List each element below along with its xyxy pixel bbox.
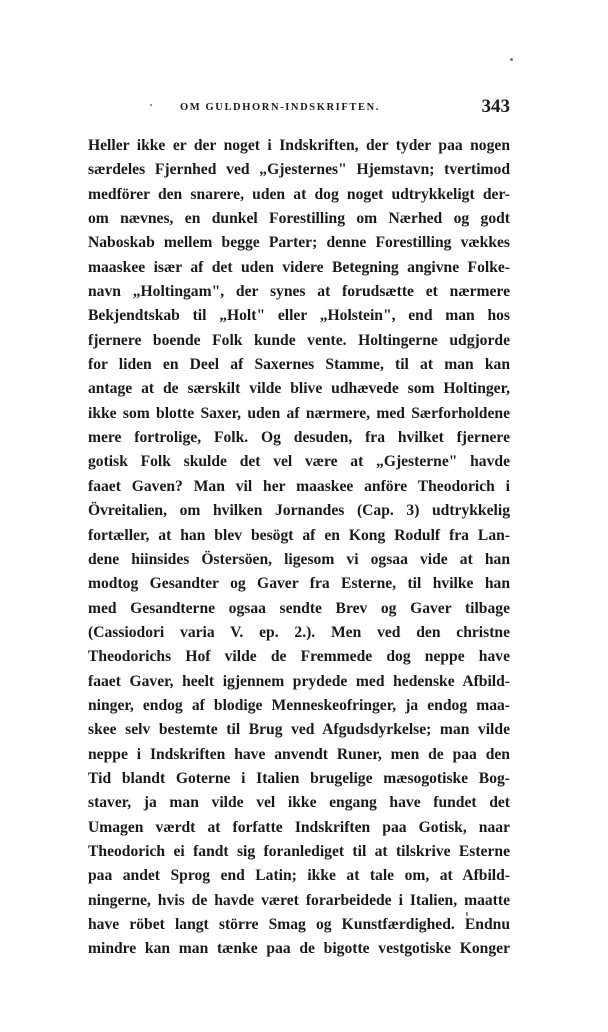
text-line: antage at de særskilt vilde blive udhævede som Holtinger, — [88, 380, 510, 398]
text-line: skee selv bestemte til Brug ved Afgudsdyrkelse; man vilde — [88, 721, 510, 739]
text-line: medförer den snarere, uden at dog noget udtrykkeligt der- — [88, 185, 510, 203]
text-line: modtog Gesandter og Gaver fra Esterne, til hvilke han — [88, 575, 510, 593]
text-line: dene hiinsides Östersöen, ligesom vi ogsaa vide at han — [88, 550, 510, 568]
text-line: (Cassiodori varia V. ep. 2.). Men ved den christne — [88, 623, 510, 641]
text-line: for liden en Deel af Saxernes Stamme, til at man kan — [88, 356, 510, 374]
text-line: særdeles Fjernhed ved „Gjesternes" Hjemstavn; tvertimod — [88, 161, 510, 179]
text-line: maaskee især af det uden videre Betegning angivne Folke- — [88, 258, 510, 276]
page-number: 343 — [481, 96, 510, 117]
paper-speck — [150, 104, 152, 106]
text-line: Umagen værdt at forfatte Indskriften paa Gotisk, naar — [88, 818, 510, 836]
text-line: ningerne, hvis de havde været forarbeidede i Italien, maatte — [88, 891, 510, 909]
text-line: mindre kan man tænke paa de bigotte vestgotiske Konger — [88, 940, 510, 958]
text-line: Heller ikke er der noget i Indskriften, der tyder paa nogen — [88, 137, 510, 154]
text-line: mere fortrolige, Folk. Og desuden, fra hvilket fjernere — [88, 429, 510, 447]
text-line: faaet Gaver, heelt igjennem prydede med hedenske Afbild- — [88, 672, 510, 690]
text-line: paa andet Sprog end Latin; ikke at tale om, at Afbild- — [88, 867, 510, 885]
paper-speck — [466, 912, 468, 916]
text-line: om nævnes, en dunkel Forestilling om Nærhed og godt — [88, 210, 510, 228]
text-line: Naboskab mellem begge Parter; denne Forestilling vækkes — [88, 234, 510, 252]
text-line: navn „Holtingam", der synes at forudsætte et nærmere — [88, 283, 510, 301]
text-line: ikke som blotte Saxer, uden af nærmere, med Særforholdene — [88, 404, 510, 422]
text-line: faaet Gaven? Man vil her maaskee anföre Theodorich i — [88, 477, 510, 495]
text-line: neppe i Indskriften have anvendt Runer, men de paa den — [88, 745, 510, 763]
text-line: staver, ja man vilde vel ikke engang have fundet det — [88, 794, 510, 812]
running-title: OM GULDHORN-INDSKRIFTEN. — [180, 102, 380, 113]
text-line: Övreitalien, om hvilken Jornandes (Cap. 3) udtrykkelig — [88, 502, 510, 520]
text-line: fortæller, at han blev besögt af en Kong Rodulf fra Lan- — [88, 526, 510, 544]
paper-speck — [510, 58, 513, 61]
text-line: have röbet langt större Smag og Kunstfærdighed. Endnu — [88, 916, 510, 933]
text-line: Theodorichs Hof vilde de Fremmede dog neppe have — [88, 648, 510, 666]
text-line: Bekjendtskab til „Holt" eller „Holstein", end man hos — [88, 307, 510, 325]
text-line: Theodorich ei fandt sig foranlediget til at tilskrive Esterne — [88, 842, 510, 860]
text-line: Tid blandt Goterne i Italien brugelige mæsogotiske Bog- — [88, 769, 510, 787]
body-text — [88, 134, 510, 962]
text-line: gotisk Folk skulde det vel være at „Gjesterne" havde — [88, 453, 510, 471]
text-line: fjernere boende Folk kunde vente. Holtingerne udgjorde — [88, 331, 510, 349]
text-line: med Gesandterne ogsaa sendte Brev og Gaver tilbage — [88, 599, 510, 617]
running-header — [88, 96, 510, 118]
text-line: ninger, endog af blodige Menneskeofringer, ja endog maa- — [88, 696, 510, 714]
